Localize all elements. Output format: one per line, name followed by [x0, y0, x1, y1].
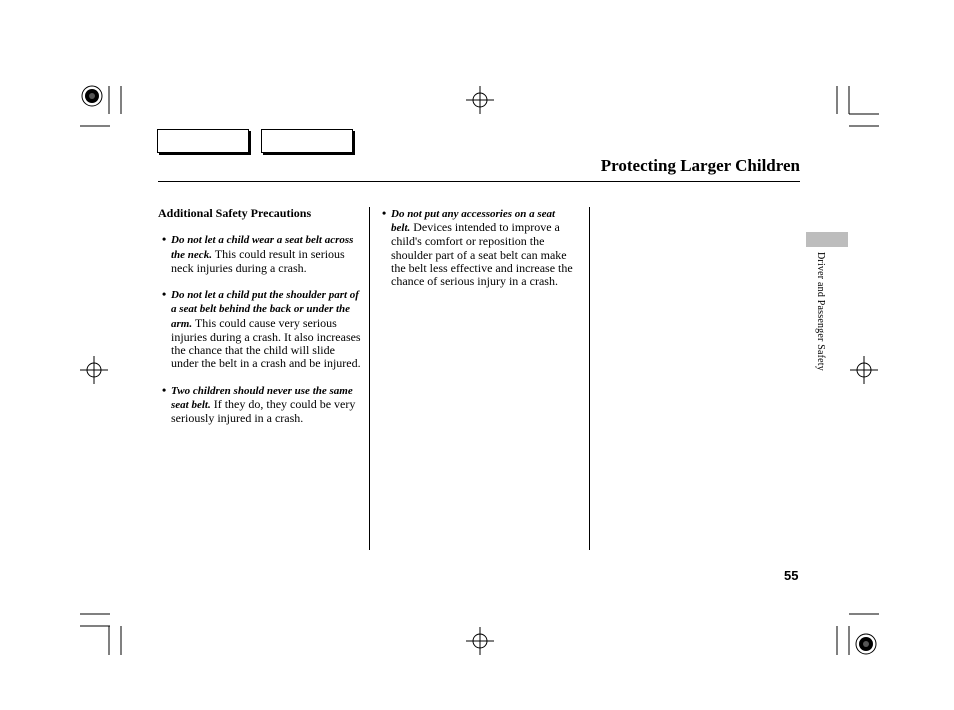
- bullet-emphasis: Do not put any accessories on a seat belt.: [391, 208, 556, 235]
- list-item: [378, 207, 576, 288]
- bullet-emphasis: Do not let a child put the shoulder part of a seat belt behind the back or under the arm.: [171, 289, 359, 330]
- title-rule: [158, 181, 800, 182]
- middle-column: [378, 207, 576, 301]
- section-label: Driver and Passenger Safety: [815, 252, 826, 371]
- list-item: [158, 233, 363, 275]
- bullet-text: Devices intended to improve a child's comfort or reposition the shoulder part of a seat belt can make the belt less effective and increase the chance of serious injury in a crash.: [391, 220, 573, 289]
- column-divider-1: [369, 207, 370, 550]
- left-column: [158, 207, 363, 438]
- bullet-emphasis: Do not let a child wear a seat belt across the neck.: [171, 234, 354, 261]
- bullet-text: If they do, they could be very seriously injured in a crash.: [171, 396, 356, 425]
- section-heading: Additional Safety Precautions: [158, 206, 312, 220]
- column-divider-2: [589, 207, 590, 550]
- bullet-emphasis: Two children should never use the same seat belt.: [171, 384, 353, 411]
- bullet-icon: •: [162, 232, 167, 247]
- bullet-icon: •: [382, 206, 387, 220]
- section-tab: [806, 232, 848, 247]
- nav-box-previous[interactable]: [157, 129, 249, 153]
- page-number: 55: [784, 568, 799, 583]
- list-item: [158, 384, 363, 426]
- bullet-text: This could cause very serious injuries during a crash. It also increases the chance that the child will slide under the belt in a crash and be injured.: [171, 315, 361, 371]
- bullet-icon: •: [162, 287, 167, 302]
- page-title: Protecting Larger Children: [600, 156, 800, 175]
- list-item: [158, 288, 363, 370]
- bullet-text: This could result in serious neck injuries during a crash.: [171, 246, 345, 275]
- bullet-icon: •: [162, 382, 167, 397]
- nav-box-next[interactable]: [261, 129, 353, 153]
